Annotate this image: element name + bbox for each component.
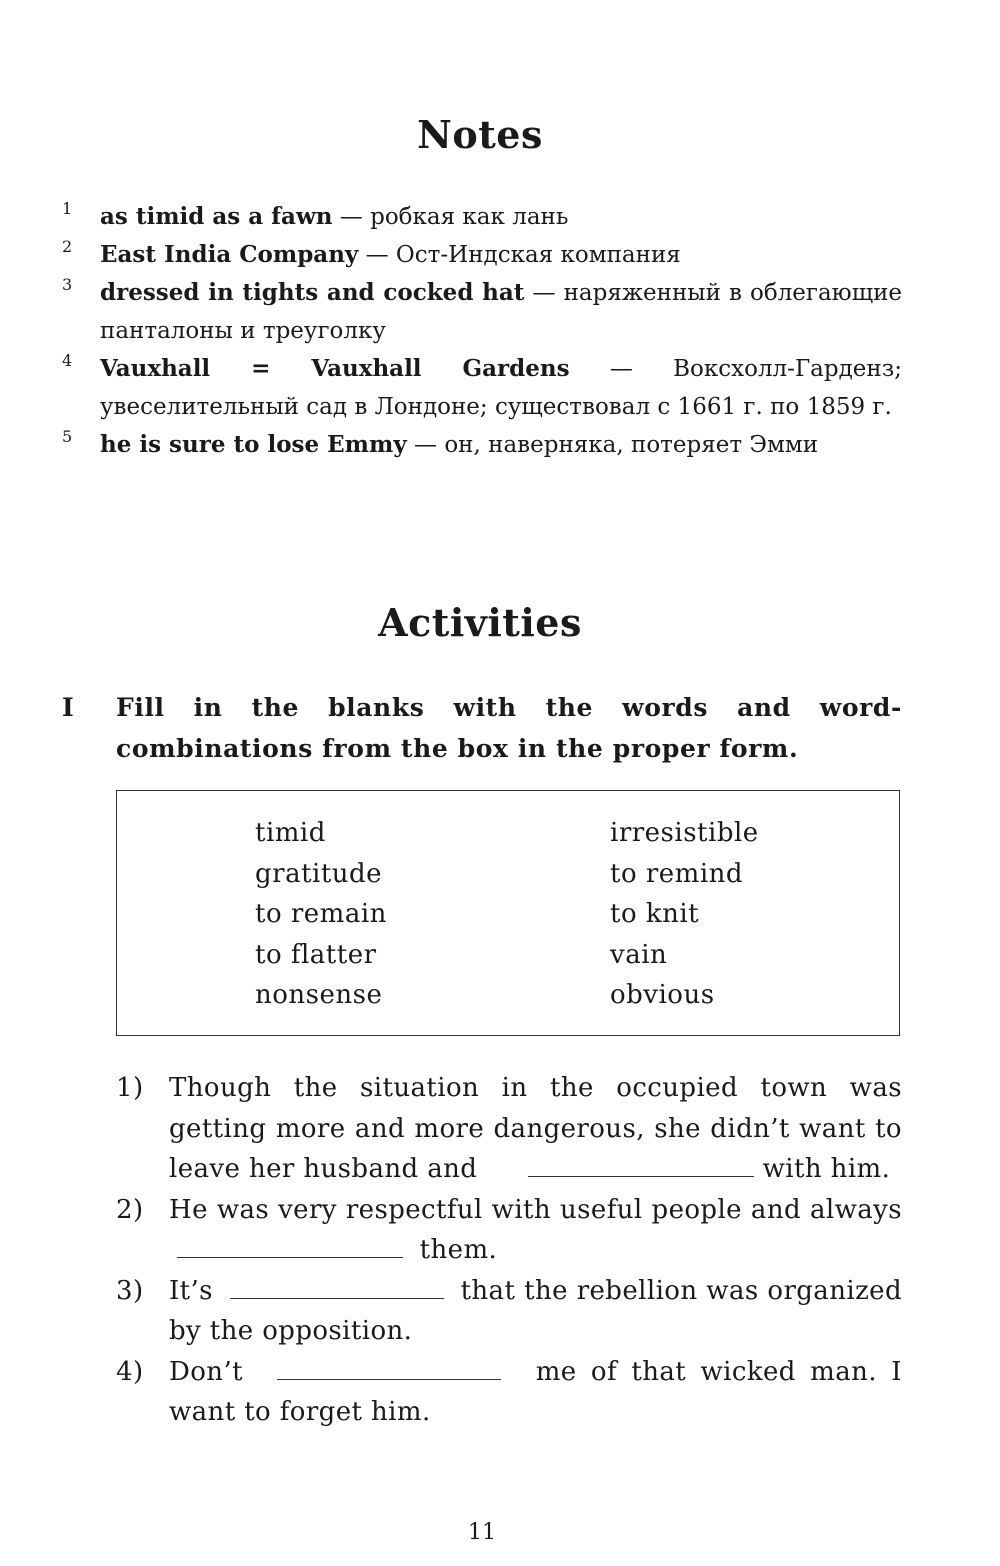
word-box xyxy=(116,790,900,1036)
word-box-item: to remind xyxy=(610,858,744,889)
note-term: as timid as a fawn xyxy=(100,203,333,230)
note-number: 2 xyxy=(62,237,73,256)
notes-list xyxy=(60,198,902,464)
note-term: dressed in tights and cocked hat xyxy=(100,279,525,306)
exercise-item xyxy=(116,1190,902,1271)
exercise-list xyxy=(116,1068,902,1433)
note-item xyxy=(60,236,902,274)
note-translation: наряженный в облегающие панталоны и треуголку xyxy=(100,280,903,344)
note-term: Vauxhall = Vauxhall Gardens xyxy=(100,355,570,382)
task-numeral: I xyxy=(62,693,74,722)
exercise-text-after: that the rebellion was organized by the opposition. xyxy=(169,1275,903,1346)
word-box-item: timid xyxy=(255,818,326,848)
note-item xyxy=(60,426,902,464)
note-dash: — xyxy=(365,242,389,268)
word-box-item: to flatter xyxy=(255,939,377,970)
note-number: 3 xyxy=(62,275,73,294)
exercise-text-after: me of that wicked man. I want to forget him. xyxy=(169,1356,902,1427)
word-box-item: gratitude xyxy=(255,858,383,889)
exercise-number: 2) xyxy=(116,1194,144,1225)
word-box-item: nonsense xyxy=(255,980,383,1010)
activities-title: Activities xyxy=(378,600,582,645)
exercise-text-after: them. xyxy=(419,1235,498,1265)
note-number: 5 xyxy=(62,427,73,446)
exercise-item xyxy=(116,1271,902,1352)
fill-in-blank[interactable] xyxy=(230,1274,444,1299)
fill-in-blank[interactable] xyxy=(177,1233,403,1258)
exercise-text-before: Though the situation in the occupied town was getting more and more dangerous, she didn’t want to leave her husband and xyxy=(169,1073,902,1184)
note-dash: — xyxy=(532,280,556,306)
note-dash: — xyxy=(414,432,438,458)
note-term: East India Company xyxy=(100,241,359,268)
exercise-number: 1) xyxy=(116,1073,144,1103)
exercise-text-before: It’s xyxy=(169,1275,213,1306)
word-box-column-1 xyxy=(255,813,387,1016)
exercise-text-after: with him. xyxy=(762,1154,891,1184)
note-number: 1 xyxy=(62,199,73,218)
exercise-item xyxy=(116,1068,902,1190)
word-box-item: to remain xyxy=(255,899,387,929)
exercise-number: 3) xyxy=(116,1275,144,1306)
word-box-column-2 xyxy=(610,813,759,1016)
note-item xyxy=(60,198,902,236)
word-box-item: to knit xyxy=(610,899,700,929)
exercise-number: 4) xyxy=(116,1356,144,1387)
notes-title: Notes xyxy=(417,112,543,157)
note-item xyxy=(60,274,902,350)
exercise-item xyxy=(116,1352,902,1433)
note-dash: — xyxy=(339,204,363,230)
note-number: 4 xyxy=(62,351,73,370)
word-box-item: irresistible xyxy=(610,818,759,848)
word-box-item: obvious xyxy=(610,980,715,1010)
fill-in-blank[interactable] xyxy=(277,1355,501,1380)
word-box-item: vain xyxy=(610,939,668,970)
exercise-text-before: He was very respectful with useful people and always xyxy=(169,1194,902,1225)
note-item xyxy=(60,350,902,426)
note-translation: Воксхолл-Гарденз; увеселительный сад в Лондоне; существовал с 1661 г. по 1859 г. xyxy=(100,356,903,420)
task-instruction-block xyxy=(62,687,902,769)
note-term: he is sure to lose Emmy xyxy=(100,431,407,458)
exercise-text-before: Don’t xyxy=(169,1356,243,1387)
task-instruction: Fill in the blanks with the words and word-combinations from the box in the proper form. xyxy=(116,693,902,763)
note-translation: Ост-Индская компания xyxy=(395,242,681,268)
note-translation: робкая как лань xyxy=(370,204,569,230)
note-dash: — xyxy=(609,356,633,382)
fill-in-blank[interactable] xyxy=(528,1152,754,1177)
note-translation: он, наверняка, потеряет Эмми xyxy=(444,432,819,458)
page-number: 11 xyxy=(468,1520,496,1545)
